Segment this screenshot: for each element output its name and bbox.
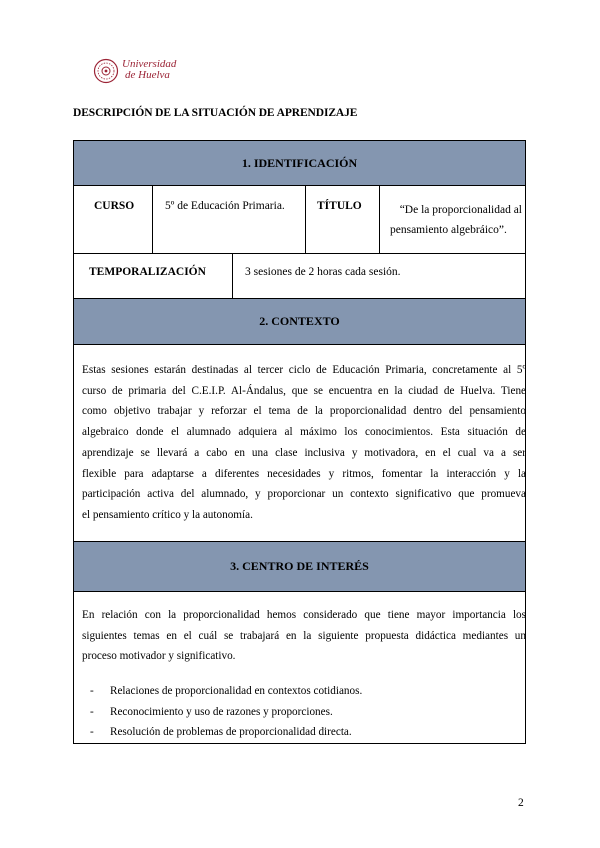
- centro-bullet-list: [90, 681, 520, 743]
- centro-line: En relación con la proporcionalidad hemos considerado que tiene mayor importancia los: [82, 609, 526, 621]
- logo-line-1: Universidad: [122, 58, 177, 70]
- bullet-dash: -: [90, 726, 94, 739]
- titulo-label: TÍTULO: [317, 200, 362, 212]
- university-logo: [93, 58, 203, 86]
- page-number: 2: [518, 797, 524, 809]
- logo-text: [122, 59, 176, 81]
- curso-value-cell: [152, 185, 306, 254]
- curso-value: 5º de Educación Primaria.: [165, 200, 285, 212]
- contexto-line: aprendizaje se llevará a cabo en una clase inclusiva y motivadora, en el cual va a ser: [82, 446, 526, 459]
- university-seal-icon: [93, 58, 119, 84]
- titulo-value-cell: [379, 185, 526, 254]
- temporalizacion-label: TEMPORALIZACIÓN: [89, 266, 206, 278]
- curso-label: CURSO: [94, 200, 135, 212]
- contexto-line: flexible para adaptarse a diferentes necesidades y ritmos, fomentar la interacción y la: [82, 467, 526, 480]
- contexto-paragraph: [82, 360, 526, 526]
- contexto-line: participación activa del alumnado, y proporcionar un contexto significativo que promueva: [82, 488, 526, 501]
- centro-line: proceso motivador y significativo.: [82, 650, 236, 663]
- bullet-text: Reconocimiento y uso de razones y proporciones.: [110, 705, 333, 718]
- contexto-line: como objetivo trabajar y reforzar el tema de la proporcionalidad dentro del pensamiento: [82, 405, 526, 418]
- curso-label-cell: [73, 185, 153, 254]
- section-contexto-title: 2. CONTEXTO: [259, 314, 340, 328]
- centro-line: siguientes temas en el cuál se trabajará en la siguiente propuesta didáctica mediantes un: [82, 629, 526, 642]
- document-title: DESCRIPCIÓN DE LA SITUACIÓN DE APRENDIZAJE: [73, 107, 358, 119]
- contexto-line: Estas sesiones estarán destinadas al tercer ciclo de Educación Primaria, concretamente al 5º: [82, 364, 526, 376]
- section-contexto-header: [73, 298, 526, 345]
- bullet-text: Relaciones de proporcionalidad en contextos cotidianos.: [110, 685, 363, 697]
- list-item: [90, 722, 520, 743]
- section-identificacion-title: 1. IDENTIFICACIÓN: [241, 155, 358, 170]
- logo-line-2: de Huelva: [125, 69, 170, 81]
- list-item: [90, 681, 520, 702]
- titulo-value-line-2: pensamiento algebráico”.: [390, 224, 507, 236]
- temporalizacion-value: 3 sesiones de 2 horas cada sesión.: [245, 266, 401, 278]
- section-centro-header: [73, 541, 526, 592]
- bullet-dash: -: [90, 705, 94, 718]
- temporalizacion-label-cell: [73, 253, 233, 299]
- list-item: [90, 702, 520, 723]
- centro-paragraph: [82, 605, 526, 667]
- contexto-line: curso de primaria del C.E.I.P. Al-Ándalus, que se encuentra en la ciudad de Huelva. Tiene: [82, 384, 526, 397]
- titulo-label-cell: [305, 185, 380, 254]
- section-identificacion-header: [73, 140, 526, 186]
- titulo-value: [390, 200, 522, 240]
- contexto-line: algebraico donde el alumnado adquiera al máximo los conocimientos. Esta situación de: [82, 426, 526, 439]
- section-centro-title: 3. CENTRO DE INTERÉS: [230, 559, 369, 573]
- contexto-line: el pensamiento crítico y la autonomía.: [82, 508, 253, 521]
- bullet-dash: -: [90, 685, 94, 697]
- temporalizacion-value-cell: [232, 253, 526, 299]
- titulo-value-line-1: “De la proporcionalidad al: [399, 204, 522, 216]
- bullet-text: Resolución de problemas de proporcionalidad directa.: [110, 726, 352, 739]
